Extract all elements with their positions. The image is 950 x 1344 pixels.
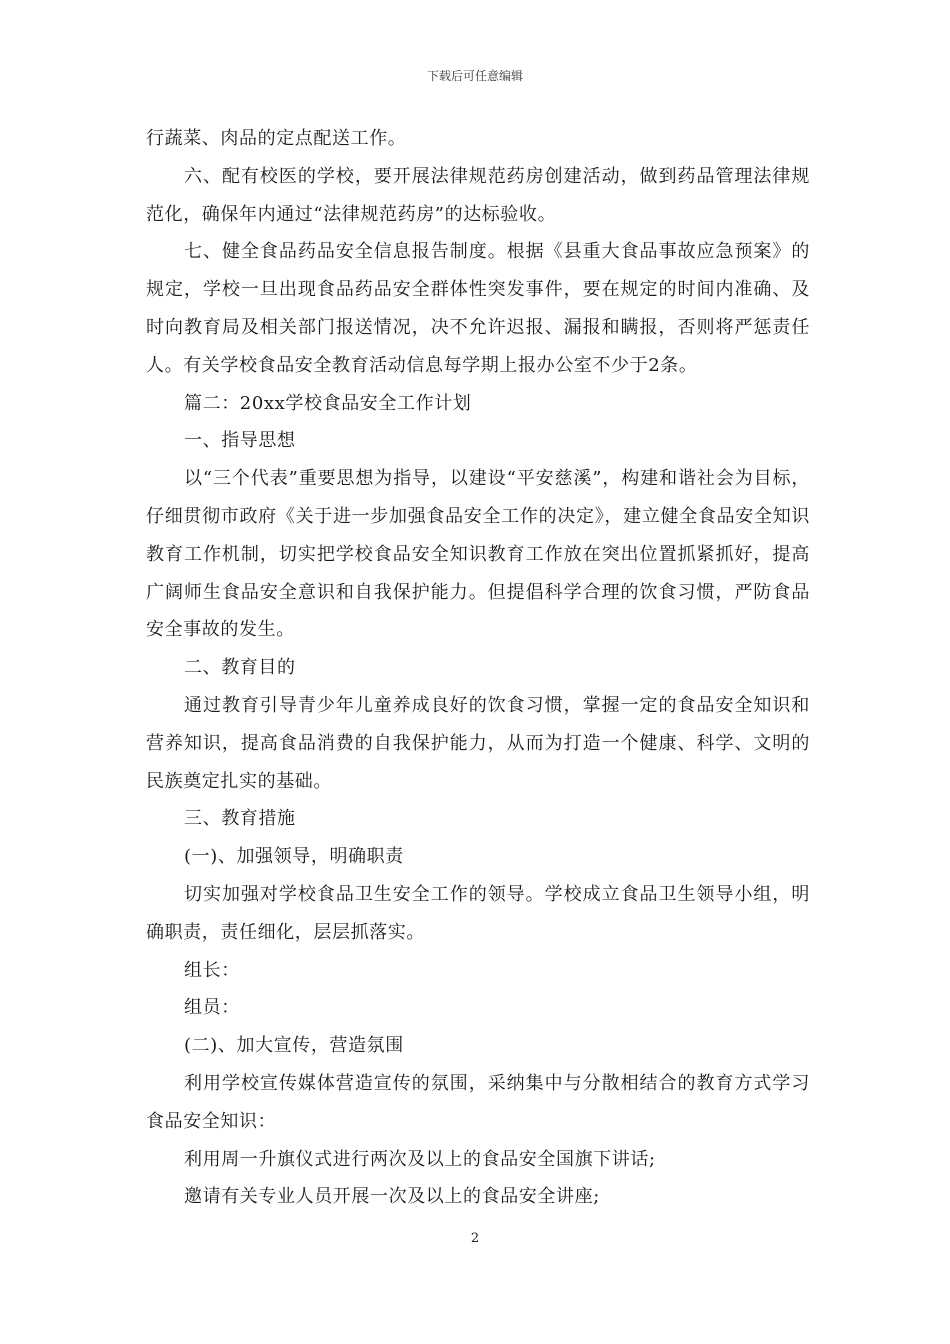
paragraph-item-six: 六、配有校医的学校，要开展法律规范药房创建活动，做到药品管理法律规范化，确保年内通过“法律规范药房”的达标验收。 <box>146 165 810 225</box>
paragraph-guiding-thought: 以“三个代表”重要思想为指导，以建设“平安慈溪”，构建和谐社会为目标，仔细贯彻市政府《关于进一步加强食品安全工作的决定》，建立健全食品安全知识教育工作机制，切实把学校食品安全知识教育工作放在突出位置抓紧抓好，提高广阔师生食品安全意识和自我保护能力。但提倡科学合理的饮食习惯，严防食品安全事故的发生。 <box>146 468 810 641</box>
list-item-lecture: 邀请有关专业人员开展一次及以上的食品安全讲座; <box>184 1186 600 1208</box>
label-team-members: 组员： <box>184 997 240 1019</box>
paragraph-item-seven: 七、健全食品药品安全信息报告制度。根据《县重大食品事故应急预案》的规定，学校一旦出现食品药品安全群体性突发事件，要在规定的时间内准确、及时向教育局及相关部门报送情况，决不允许迟报、漏报和瞒报，否则将严惩责任人。有关学校食品安全教育活动信息每学期上报办公室不少于2条。 <box>146 241 810 376</box>
list-item-flag-speech: 利用周一升旗仪式进行两次及以上的食品安全国旗下讲话; <box>184 1148 656 1170</box>
subheading-publicity: (二)、加大宣传，营造氛围 <box>184 1035 404 1057</box>
paragraph-education-purpose: 通过教育引导青少年儿童养成良好的饮食习惯，掌握一定的食品安全知识和营养知识，提高食品消费的自我保护能力，从而为打造一个健康、科学、文明的民族奠定扎实的基础。 <box>146 694 810 792</box>
heading-guiding-thought: 一、指导思想 <box>184 430 296 452</box>
paragraph-publicity: 利用学校宣传媒体营造宣传的氛围，采纳集中与分散相结合的教育方式学习食品安全知识： <box>146 1072 810 1132</box>
subheading-leadership: (一)、加强领导，明确职责 <box>184 846 404 868</box>
paragraph-continuation: 行蔬菜、肉品的定点配送工作。 <box>146 128 407 149</box>
section-title: 篇二：20xx学校食品安全工作计划 <box>184 392 472 414</box>
document-body <box>146 120 810 1216</box>
page-header: 下载后可任意编辑 <box>426 69 523 83</box>
heading-education-measures: 三、教育措施 <box>184 808 296 830</box>
paragraph-leadership: 切实加强对学校食品卫生安全工作的领导。学校成立食品卫生领导小组，明确职责，责任细化，层层抓落实。 <box>146 883 810 943</box>
label-team-leader: 组长： <box>184 959 240 981</box>
heading-education-purpose: 二、教育目的 <box>184 657 296 679</box>
page-number: 2 <box>470 1231 480 1246</box>
